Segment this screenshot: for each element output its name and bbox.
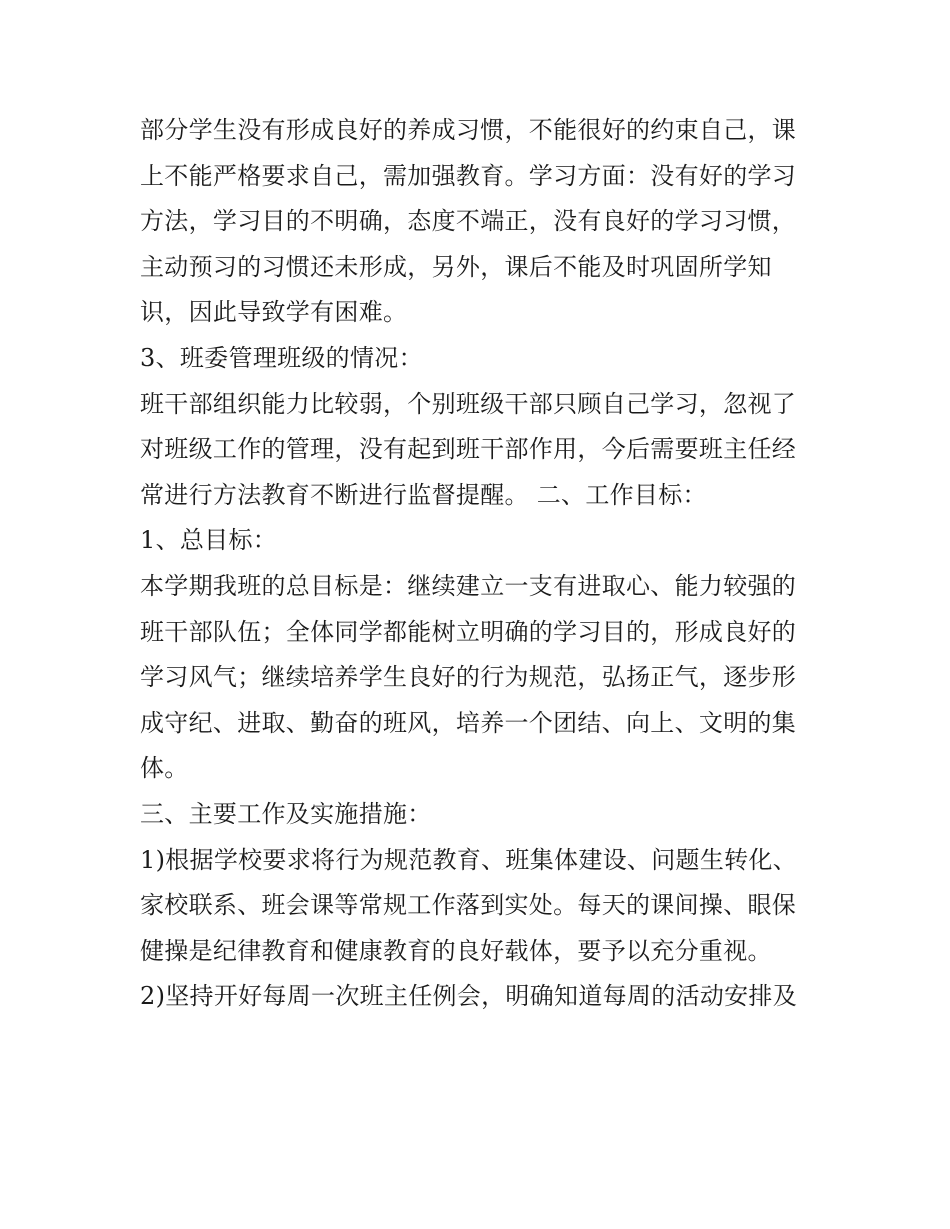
document-page: [140, 108, 820, 1020]
text-line: 家校联系、班会课等常规工作落到实处。每天的课间操、眼保: [140, 891, 797, 920]
text-line: 班干部队伍；全体同学都能树立明确的学习目的，形成良好的: [140, 617, 797, 646]
text-line: 识，因此导致学有困难。: [140, 298, 408, 327]
text-line: 对班级工作的管理，没有起到班干部作用，今后需要班主任经: [140, 435, 797, 464]
text-line: 本学期我班的总目标是：继续建立一支有进取心、能力较强的: [140, 571, 797, 600]
section-heading: 1、总目标：: [140, 526, 278, 555]
text-line: 体。: [140, 754, 189, 783]
text-line: 上不能严格要求自己，需加强教育。学习方面：没有好的学习: [140, 161, 797, 190]
text-line: 部分学生没有形成良好的养成习惯，不能很好的约束自己，课: [140, 116, 797, 144]
text-line: 方法，学习目的不明确，态度不端正，没有良好的学习习惯，: [140, 207, 797, 236]
text-line: 健操是纪律教育和健康教育的良好载体，要予以充分重视。: [140, 936, 772, 965]
section-heading: 3、班委管理班级的情况：: [140, 343, 423, 372]
text-line: 学习风气；继续培养学生良好的行为规范，弘扬正气，逐步形: [140, 663, 797, 692]
text-line: 常进行方法教育不断进行监督提醒。 二、工作目标：: [140, 480, 707, 509]
text-line: 成守纪、进取、勤奋的班风，培养一个团结、向上、文明的集: [140, 708, 797, 737]
text-line: 1)根据学校要求将行为规范教育、班集体建设、问题生转化、: [140, 845, 798, 874]
text-line: 主动预习的习惯还未形成，另外，课后不能及时巩固所学知: [140, 252, 772, 281]
text-line: 班干部组织能力比较弱，个别班级干部只顾自己学习，忽视了: [140, 389, 797, 418]
text-line: 2)坚持开好每周一次班主任例会，明确知道每周的活动安排及: [140, 982, 798, 1011]
section-heading: 三、主要工作及实施措施：: [140, 799, 432, 828]
